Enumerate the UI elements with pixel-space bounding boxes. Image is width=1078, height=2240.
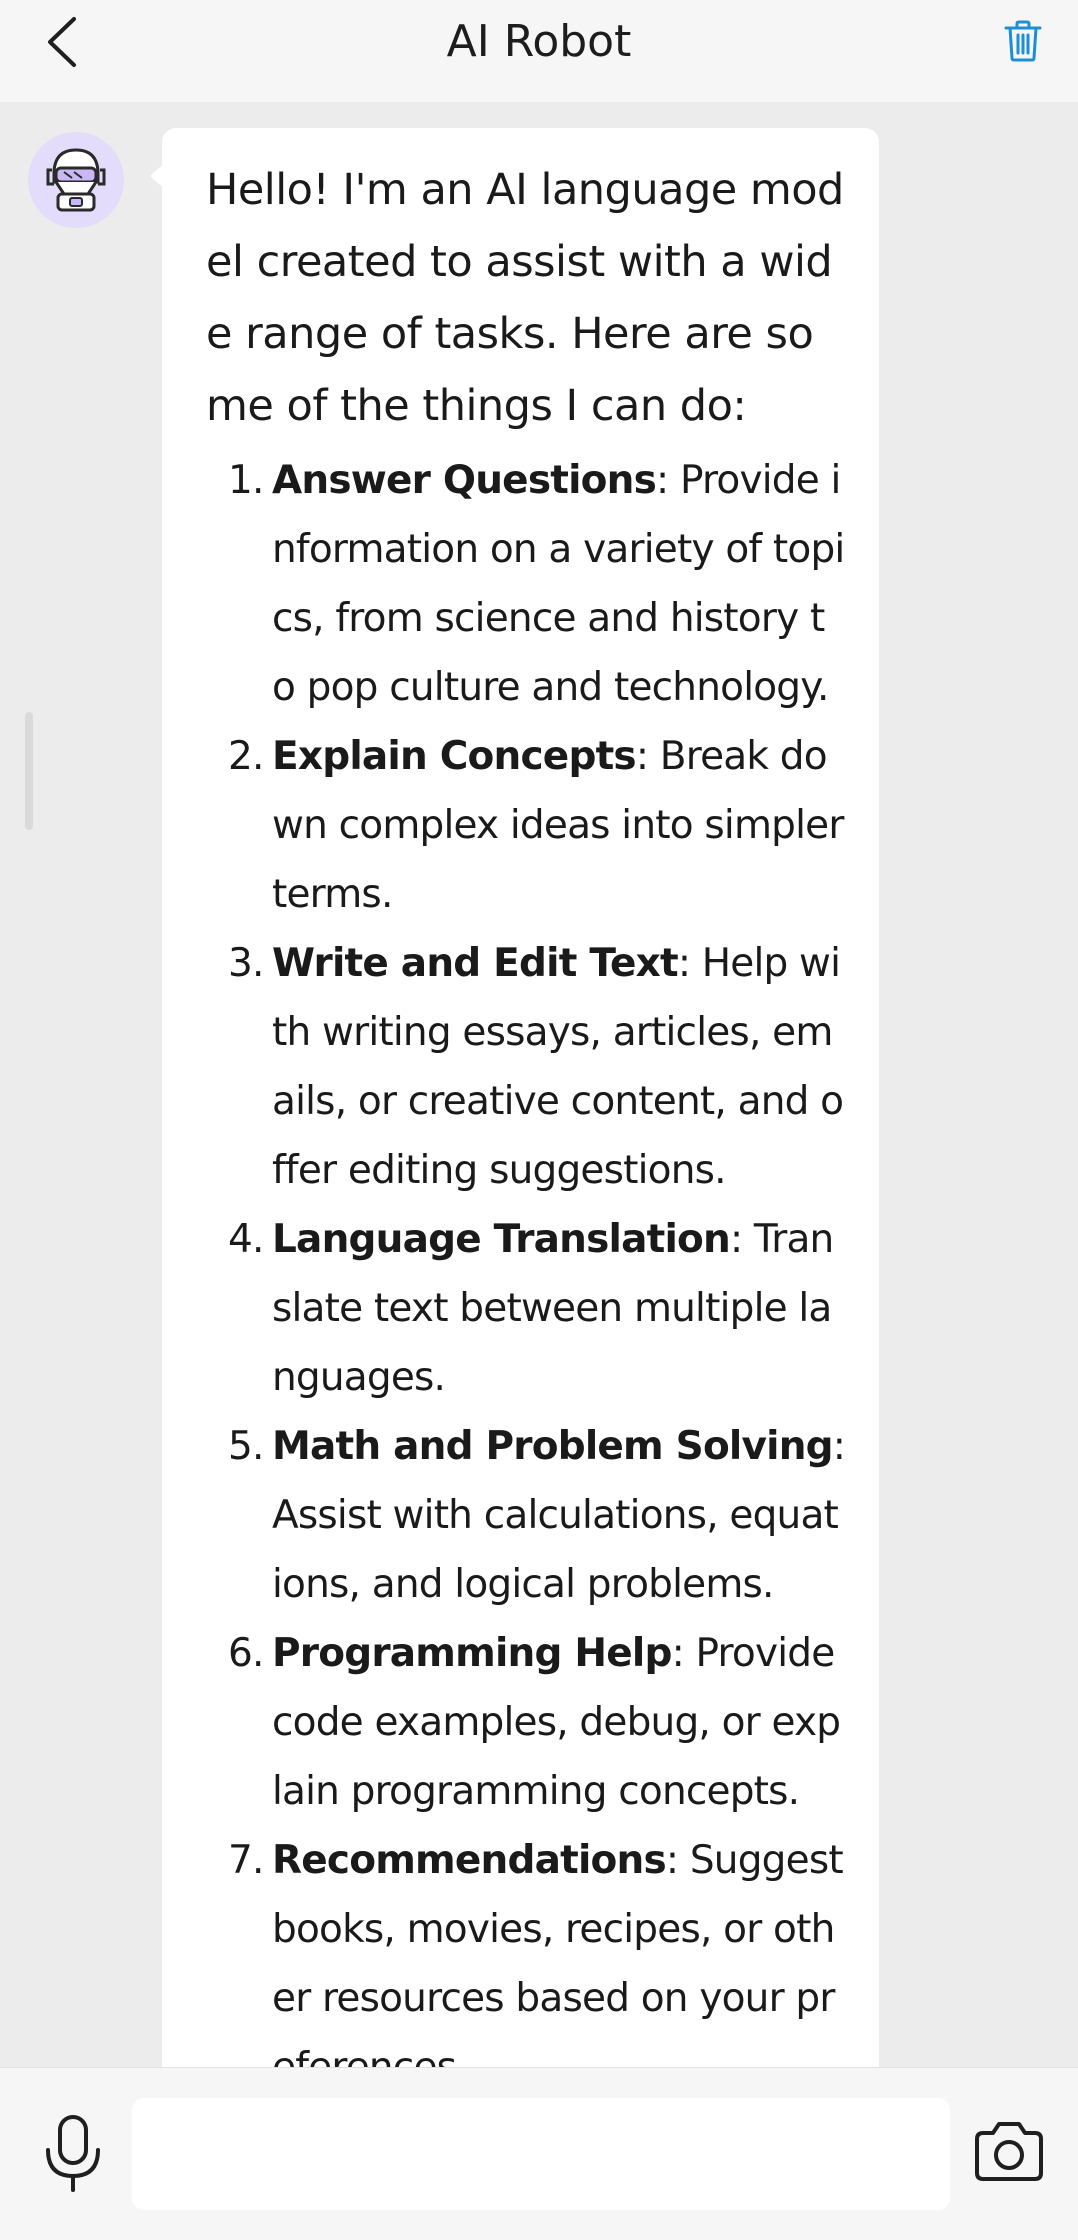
scroll-indicator[interactable] [25,712,33,830]
list-item [206,929,846,1205]
list-item-text: : Assist with calculations, equations, and logical problems. [272,1424,846,1607]
list-item-title: Recommendations [272,1838,666,1883]
list-item-title: Language Translation [272,1217,730,1262]
list-item [206,1826,846,2102]
microphone-icon [42,2114,104,2194]
list-item-text: : Break down complex ideas into simpler terms. [272,734,844,917]
list-item [206,1619,846,1826]
list-item [206,1412,846,1619]
avatar [28,132,124,228]
voice-input-button[interactable] [38,2112,108,2196]
list-item-text: : Translate text between multiple languages. [272,1217,834,1400]
list-item-text: : Provide code examples, debug, or explain programming concepts. [272,1631,841,1814]
list-item-title: Answer Questions [272,458,657,503]
list-number: 2. [228,734,264,779]
ai-message-bubble[interactable] [162,128,879,2128]
list-number: 3. [228,941,264,986]
list-item [206,722,846,929]
list-item-title: Math and Problem Solving [272,1424,833,1469]
camera-button[interactable] [970,2112,1048,2190]
message-intro: Hello! I'm an AI language model created to assist with a wide range of tasks. Here are some of the things I can do: [206,165,844,431]
trash-icon [1004,20,1042,62]
list-item [206,446,846,722]
robot-avatar-icon [44,144,108,216]
list-item-title: Write and Edit Text [272,941,678,986]
list-number: 5. [228,1424,264,1469]
message-input[interactable] [132,2098,950,2210]
list-item-title: Explain Concepts [272,734,636,779]
camera-icon [973,2119,1045,2183]
list-item-title: Programming Help [272,1631,672,1676]
page-title: AI Robot [446,16,632,67]
list-item-text: : Suggest books, movies, recipes, or other resources based on your pr [272,1838,843,2021]
list-number: 4. [228,1217,264,1262]
capabilities-list [206,446,846,2240]
list-item [206,1205,846,1412]
list-item-text: : Help with writing essays, articles, emails, or creative content, and offer editing suggestions. [272,941,844,1193]
list-number: 6. [228,1631,264,1676]
top-bar [0,0,1078,102]
list-number: 1. [228,458,264,503]
list-item-text: : Provide information on a variety of topics, from science and history to pop culture and technology. [272,458,845,710]
delete-conversation-button[interactable] [998,16,1048,66]
list-number: 7. [228,1838,264,1883]
message-input-bar [0,2067,1078,2240]
